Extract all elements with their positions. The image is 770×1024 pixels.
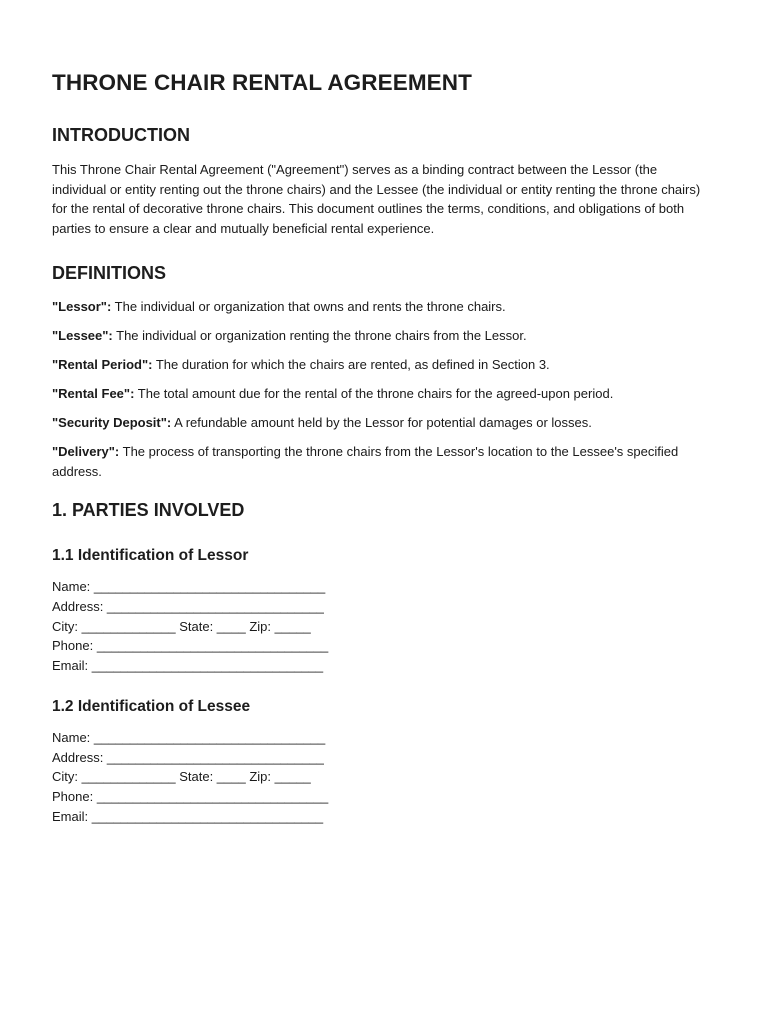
lessor-address-field[interactable]: Address: ______________________________ [52,598,324,614]
definition-item [52,355,710,375]
lessee-city-state-zip-field[interactable]: City: _____________ State: ____ Zip: _____ [52,769,311,785]
document-title: THRONE CHAIR RENTAL AGREEMENT [52,70,472,95]
lessee-name-field[interactable]: Name: ________________________________ [52,729,326,745]
lessor-city-state-zip-field[interactable]: City: _____________ State: ____ Zip: _____ [52,618,311,634]
lessee-fields [52,728,710,827]
definition-text: The process of transporting the throne chairs from the Lessor's location to the Lessee's specified address. [52,444,679,479]
definition-item [52,384,710,404]
lessor-email-field[interactable]: Email: ________________________________ [52,658,324,674]
definition-term: "Lessee": [52,327,113,343]
definition-item [52,326,710,346]
definition-item [52,297,710,317]
definition-term: "Lessor": [52,298,112,314]
lessor-name-field[interactable]: Name: ________________________________ [52,579,326,595]
lessee-phone-field[interactable]: Phone: ________________________________ [52,788,329,804]
definition-term: "Rental Period": [52,357,153,372]
definitions-list [52,297,710,481]
definition-item [52,442,710,481]
definition-term: "Rental Fee": [52,386,135,402]
lessee-email-field[interactable]: Email: ________________________________ [52,808,324,824]
parties-heading: 1. PARTIES INVOLVED [52,500,245,521]
definition-text: The duration for which the chairs are rented, as defined in Section 3. [152,357,550,372]
definition-term: "Security Deposit": [52,415,172,431]
definitions-heading: DEFINITIONS [52,262,167,283]
definition-term: "Delivery": [52,444,120,460]
definition-text: The individual or organization that owns and rents the throne chairs. [111,298,506,314]
definition-text: The total amount due for the rental of the throne chairs for the agreed-upon period. [134,386,614,402]
lessor-heading: 1.1 Identification of Lessor [52,547,249,565]
lessee-heading: 1.2 Identification of Lessee [52,697,251,715]
introduction-paragraph: This Throne Chair Rental Agreement ("Agreement") serves as a binding contract between the Lessor (the individual or entity renting out the throne chairs) and the Lessee (the individual or entity renting the throne chairs) for the rental of decorative throne chairs. This document outlines the terms, conditions, and obligations of both parties to ensure a clear and mutually beneficial rental experience. [52,162,701,237]
lessor-fields [52,577,710,676]
definition-text: A refundable amount held by the Lessor for potential damages or losses. [171,415,592,431]
lessee-address-field[interactable]: Address: ______________________________ [52,749,324,765]
lessor-phone-field[interactable]: Phone: ________________________________ [52,638,329,654]
definition-item [52,413,710,433]
definition-text: The individual or organization renting the throne chairs from the Lessor. [112,327,527,343]
introduction-heading: INTRODUCTION [52,125,190,145]
